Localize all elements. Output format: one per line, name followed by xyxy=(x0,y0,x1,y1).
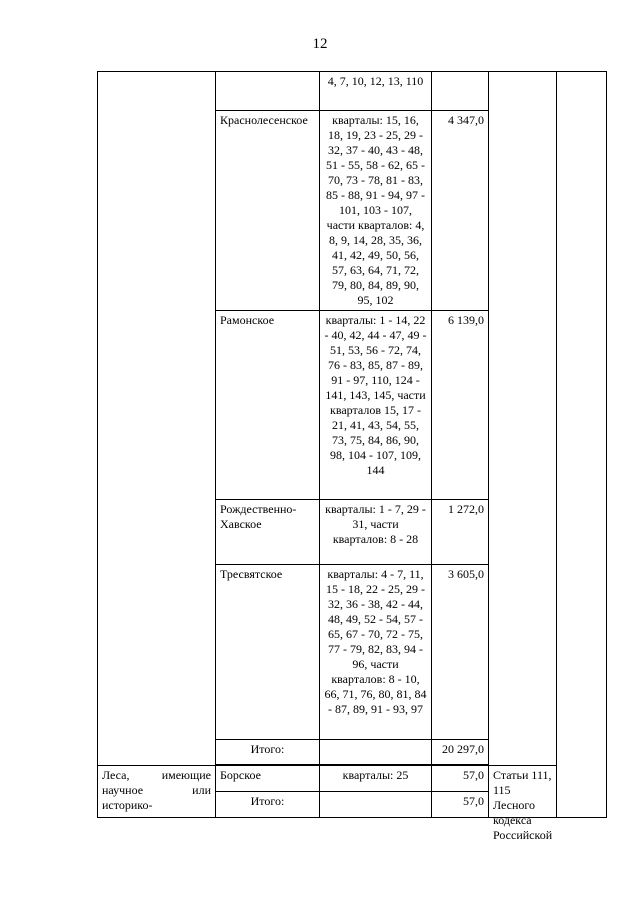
forestry-name xyxy=(216,72,320,111)
empty-cell xyxy=(320,792,432,818)
basis-cell-continued xyxy=(489,72,557,766)
total-label: Итого: xyxy=(216,792,320,818)
area-value xyxy=(432,72,489,111)
table-row xyxy=(98,72,607,111)
basis-text: Статьи 111, 115 Лесного кодекса Российской xyxy=(493,768,553,842)
extra-column-cell xyxy=(557,72,607,818)
area-value: 3 605,0 xyxy=(432,565,489,740)
quarters-list: кварталы: 1 - 7, 29 - 31, части кварталов: 8 - 28 xyxy=(320,500,432,565)
quarters-list: кварталы: 4 - 7, 11, 15 - 18, 22 - 25, 29 - 32, 36 - 38, 42 - 44, 48, 49, 52 - 54, 57 - 65, 67 - 70, 72 - 75, 77 - 79, 82, 83, 94 - 96, части кварталов: 8 - 10, 66, 71, 76, 80, 81, 84 - 87, 89, 91 - 93, 97 xyxy=(320,565,432,740)
table-row xyxy=(98,766,607,792)
total-label: Итого: xyxy=(216,740,320,765)
category-cell-continued xyxy=(98,72,216,766)
area-value: 4 347,0 xyxy=(432,111,489,311)
basis-cell xyxy=(489,766,557,842)
forestry-name: Тресвятское xyxy=(216,565,320,740)
area-value: 1 272,0 xyxy=(432,500,489,565)
empty-cell xyxy=(320,740,432,765)
forestry-name: Рамонское xyxy=(216,311,320,500)
quarters-list: кварталы: 1 - 14, 22 - 40, 42, 44 - 47, 49 - 51, 53, 56 - 72, 74, 76 - 83, 85, 87 - 89, 91 - 97, 110, 124 - 141, 143, 145, части кварталов 15, 17 - 21, 41, 43, 54, 55, 73, 75, 84, 86, 90, 98, 104 - 107, 109, 144 xyxy=(320,311,432,500)
total-area: 57,0 xyxy=(432,792,489,818)
category-text: Леса, имеющие научное или историко- xyxy=(102,768,211,812)
forestry-name: Борское xyxy=(216,766,320,792)
category-cell xyxy=(98,766,216,818)
total-area: 20 297,0 xyxy=(432,740,489,765)
forestry-name: Краснолесенское xyxy=(216,111,320,311)
page-number: 12 xyxy=(312,36,328,52)
forestry-name: Рождественно-Хавское xyxy=(216,500,320,565)
forest-table xyxy=(97,71,607,842)
quarters-list: кварталы: 25 xyxy=(320,766,432,792)
quarters-list: 4, 7, 10, 12, 13, 110 xyxy=(320,72,432,111)
quarters-list: кварталы: 15, 16, 18, 19, 23 - 25, 29 - 32, 37 - 40, 43 - 48, 51 - 55, 58 - 62, 65 - 70, 73 - 78, 81 - 83, 85 - 88, 91 - 94, 97 - 101, 103 - 107, части кварталов: 4, 8, 9, 14, 28, 35, 36, 41, 42, 49, 50, 56, 57, 63, 64, 71, 72, 79, 80, 84, 89, 90, 95, 102 xyxy=(320,111,432,311)
area-value: 57,0 xyxy=(432,766,489,792)
area-value: 6 139,0 xyxy=(432,311,489,500)
